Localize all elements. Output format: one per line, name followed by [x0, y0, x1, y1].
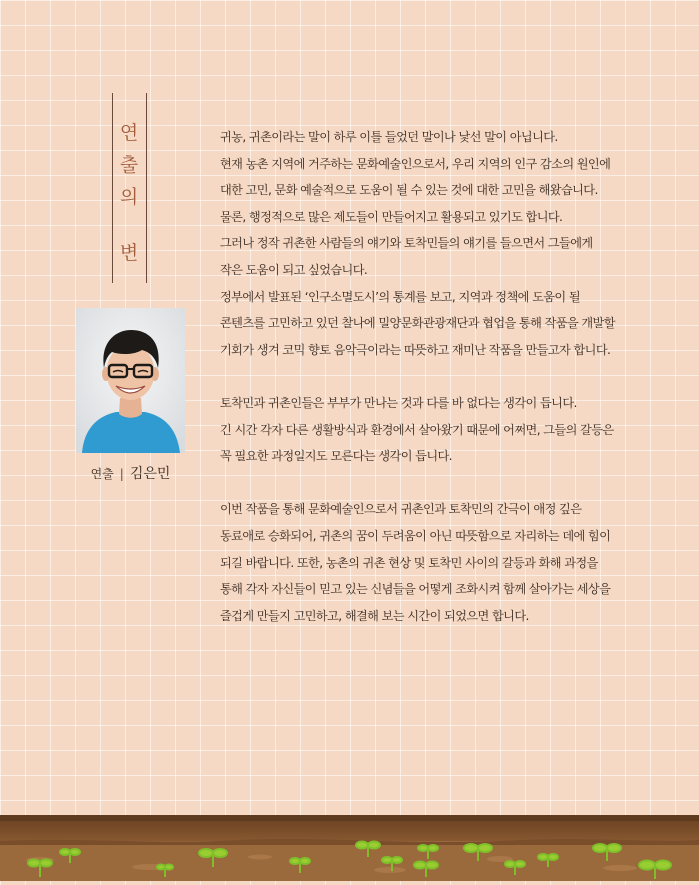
text-line: 되길 바랍니다. 또한, 농촌의 귀촌 현상 및 토착민 사이의 갈등과 화해 과정을 [220, 555, 598, 570]
paragraph-gap [220, 363, 630, 390]
text-line: 귀농, 귀촌이라는 말이 하루 이틀 들었던 말이나 낯선 말이 아닙니다. [220, 130, 558, 144]
text-line: 정부에서 발표된 ‘인구소멸도시’의 통계를 보고, 지역과 정책에 도움이 될 [220, 289, 581, 304]
text-line: 물론, 행정적으로 많은 제도들이 만들어지고 활용되고 있기도 합니다. [220, 209, 563, 224]
caption-separator: | [119, 467, 124, 481]
director-note-body [220, 124, 630, 629]
director-photo [76, 308, 185, 453]
text-line: 긴 시간 각자 다른 생활방식과 환경에서 살아왔기 때문에 어쩌면, 그들의 갈등은 [220, 422, 614, 437]
paragraph-3 [220, 496, 630, 629]
text-line: 토착민과 귀촌인들은 부부가 만나는 것과 다를 바 없다는 생각이 듭니다. [220, 395, 577, 410]
title-char-2: 출 [119, 154, 139, 176]
text-line: 통해 각자 자신들이 믿고 있는 신념들을 어떻게 조화시켜 함께 살아가는 세상을 [220, 582, 611, 597]
paragraph-gap [220, 470, 630, 497]
text-line: 대한 고민, 문화 예술적으로 도움이 될 수 있는 것에 대한 고민을 해왔습니다. [220, 183, 598, 198]
director-caption [76, 463, 185, 483]
text-line: 현재 농촌 지역에 거주하는 문화예술인으로서, 우리 지역의 인구 감소의 원인에 [220, 156, 611, 171]
paragraph-2 [220, 390, 630, 470]
director-name: 김은민 [129, 466, 171, 482]
text-line: 즐겁게 만들지 고민하고, 해결해 보는 시간이 되었으면 합니다. [220, 608, 529, 623]
text-line: 기회가 생겨 코믹 향토 음악극이라는 따뜻하고 재미난 작품을 만들고자 합니다. [220, 342, 611, 357]
text-line: 콘텐츠를 고민하고 있던 찰나에 밀양문화관광재단과 협업을 통해 작품을 개발할 [220, 316, 615, 331]
text-line: 꼭 필요한 과정일지도 모른다는 생각이 듭니다. [220, 449, 452, 464]
text-line: 그러나 정작 귀촌한 사람들의 얘기와 토착민들의 얘기를 들으면서 그들에게 [220, 236, 593, 251]
director-role: 연출 [90, 467, 114, 481]
sprout [28, 860, 52, 878]
title-char-4: 변 [119, 242, 139, 264]
soil-ground-decoration [0, 815, 699, 881]
text-line: 작은 도움이 되고 싶었습니다. [220, 262, 368, 277]
title-char-1: 연 [119, 122, 139, 144]
vertical-title [110, 93, 148, 283]
paragraph-1 [220, 124, 630, 363]
title-char-3: 의 [119, 186, 139, 208]
text-line: 동료애로 승화되어, 귀촌의 꿈이 두려움이 아닌 따뜻함으로 자리하는 데에 힘이 [220, 528, 611, 543]
text-line: 이번 작품을 통해 문화예술인으로서 귀촌인과 토착민의 간극이 애정 깊은 [220, 502, 582, 517]
